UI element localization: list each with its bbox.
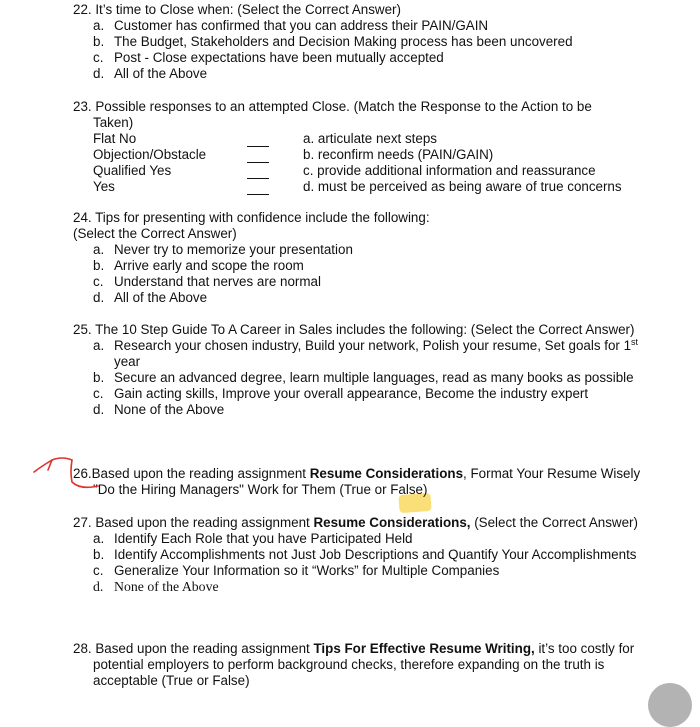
- response-item: Qualified Yes: [93, 163, 172, 178]
- question-27-options: [93, 531, 643, 595]
- question-24-options: [93, 242, 643, 306]
- option-25b: b. Secure an advanced degree, learn multiple languages, read as many books as possible: [93, 370, 634, 385]
- question-22-text: 22. It’s time to Close when: (Select the Correct Answer): [73, 2, 401, 17]
- question-25-text: 25. The 10 Step Guide To A Career in Sales includes the following: (Select the Correct Answer): [73, 322, 635, 337]
- option-25c: c. Gain acting skills, Improve your overall appearance, Become the industry expert: [93, 386, 589, 401]
- red-checkmark-annotation: [32, 452, 102, 498]
- option-25d: d. None of the Above: [93, 402, 225, 417]
- option-27a: a. Identify Each Role that you have Participated Held: [93, 531, 413, 546]
- response-item: Yes: [93, 179, 115, 194]
- option-24c: c. Understand that nerves are normal: [93, 274, 321, 289]
- question-28-text: 28. Based upon the reading assignment Tips For Effective Resume Writing, it’s too costly for potential employers to perform background checks, therefore expanding on the truth is acceptable (True or False): [73, 641, 635, 688]
- action-item: b. reconfirm needs (PAIN/GAIN): [303, 147, 494, 162]
- question-24-text: 24. Tips for presenting with confidence include the following:: [73, 210, 430, 225]
- floating-action-button[interactable]: [648, 683, 692, 727]
- question-27: [73, 515, 643, 595]
- option-27c: c. Generalize Your Information so it “Works” for Multiple Companies: [93, 563, 500, 578]
- question-24: [73, 210, 643, 306]
- matching-table: [93, 131, 653, 197]
- response-item: Flat No: [93, 131, 137, 146]
- question-22-options: [93, 18, 643, 82]
- answer-blank[interactable]: [247, 131, 269, 147]
- option-24d: d. All of the Above: [93, 290, 208, 305]
- answer-blank[interactable]: [247, 163, 269, 179]
- option-24a: a. Never try to memorize your presentation: [93, 242, 353, 257]
- question-23-text: 23. Possible responses to an attempted Close. (Match the Response to the Action to be Taken): [73, 99, 592, 130]
- question-23: [73, 99, 618, 131]
- question-26: [73, 466, 643, 498]
- question-27-text: 27. Based upon the reading assignment Resume Considerations, (Select the Correct Answer): [73, 515, 638, 530]
- action-item: c. provide additional information and reassurance: [303, 163, 596, 178]
- option-24b: b. Arrive early and scope the room: [93, 258, 304, 273]
- action-item: a. articulate next steps: [303, 131, 437, 146]
- question-26-number: 26.: [73, 466, 92, 481]
- option-22c: c. Post - Close expectations have been mutually accepted: [93, 50, 444, 65]
- answer-blanks: [247, 131, 269, 195]
- question-24-subtext: (Select the Correct Answer): [73, 226, 237, 241]
- option-27d: d. None of the Above: [93, 579, 219, 594]
- option-22d: d. All of the Above: [93, 66, 208, 81]
- response-column: [93, 131, 206, 195]
- option-25a: a. Research your chosen industry, Build your network, Polish your resume, Set goals for 1st year: [93, 337, 639, 369]
- action-column: [303, 131, 622, 195]
- option-22b: b. The Budget, Stakeholders and Decision Making process has been uncovered: [93, 34, 573, 49]
- question-25-options: [93, 338, 643, 418]
- question-26-text: 26.Based upon the reading assignment Resume Considerations, Format Your Resume Wisely "Do the Hiring Managers" Work for Them (True or False): [73, 466, 641, 497]
- question-22: [73, 2, 643, 82]
- question-25: [73, 322, 643, 418]
- action-item: d. must be perceived as being aware of true concerns: [303, 179, 622, 194]
- option-22a: a. Customer has confirmed that you can address their PAIN/GAIN: [93, 18, 489, 33]
- answer-blank[interactable]: [247, 147, 269, 163]
- answer-blank[interactable]: [247, 179, 269, 195]
- question-28: [73, 641, 643, 689]
- option-27b: b. Identify Accomplishments not Just Job Descriptions and Quantify Your Accomplishments: [93, 547, 637, 562]
- response-item: Objection/Obstacle: [93, 147, 207, 162]
- checkmark-stroke: [34, 458, 98, 487]
